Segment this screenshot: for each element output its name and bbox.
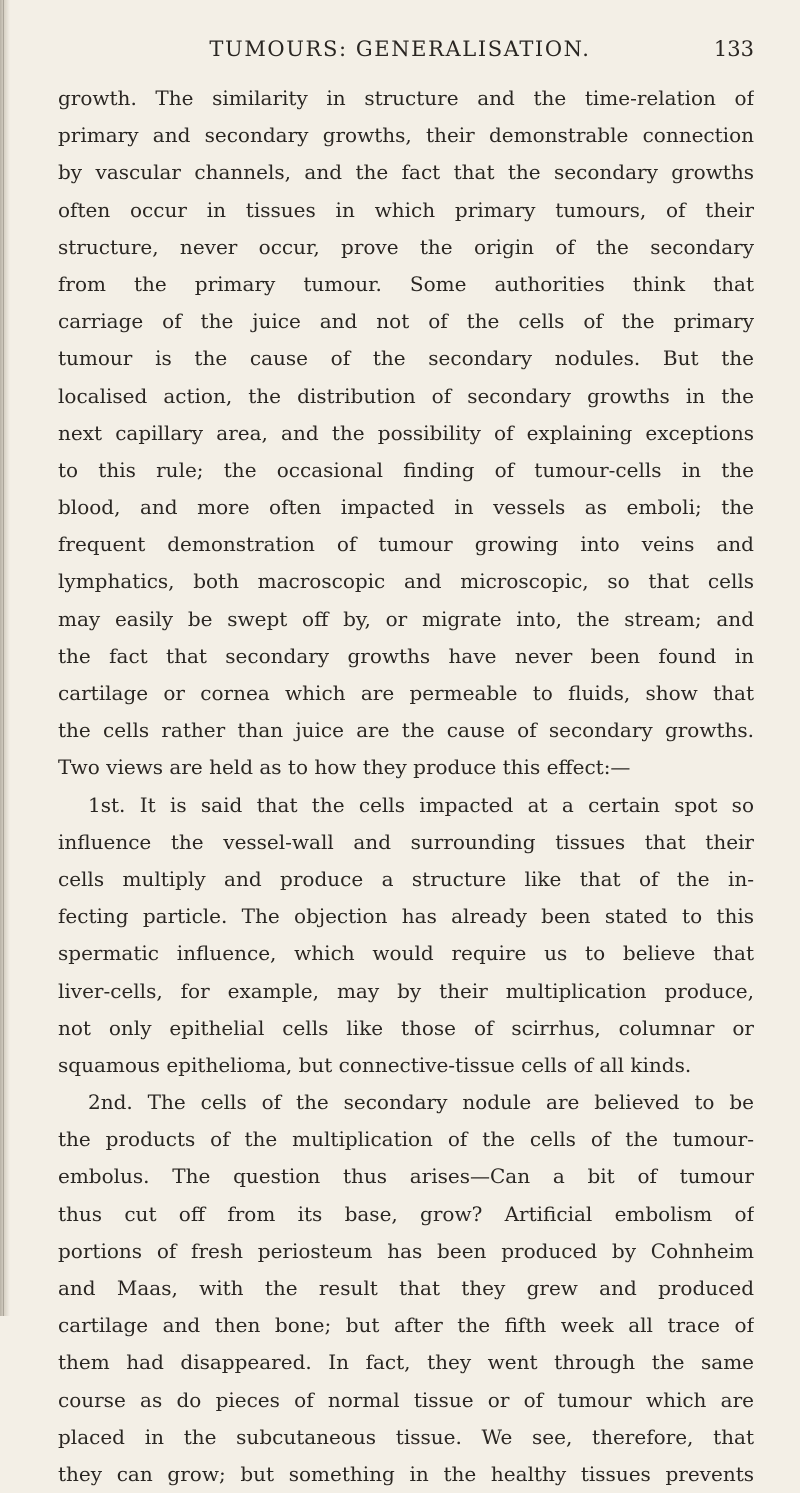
text-line: cells multiply and produce a structure like that of the in-	[58, 866, 754, 891]
text-line: may easily be swept off by, or migrate into, the stream; and	[58, 606, 754, 631]
text-line: to this rule; the occasional finding of tumour-cells in the	[58, 457, 754, 482]
text-line: portions of fresh periosteum has been produced by Cohnheim	[58, 1238, 754, 1263]
text-line: by vascular channels, and the fact that the secondary growths	[58, 160, 754, 185]
text-line: structure, never occur, prove the origin of the secondary	[58, 234, 754, 259]
text-line: liver-cells, for example, may by their multiplication produce,	[58, 978, 754, 1003]
text-line: 1st. It is said that the cells impacted at a certain spot so	[88, 792, 754, 817]
running-head	[0, 34, 800, 64]
text-line: cartilage or cornea which are permeable to fluids, show that	[58, 681, 754, 705]
text-line: tumour is the cause of the secondary nodules. But the	[58, 346, 754, 371]
text-line: fecting particle. The objection has already been stated to this	[58, 904, 754, 929]
running-title: TUMOURS: GENERALISATION.	[209, 37, 591, 61]
text-line: carriage of the juice and not of the cells of the primary	[58, 309, 754, 334]
text-line: thus cut off from its base, grow? Artificial embolism of	[58, 1201, 754, 1226]
text-line: next capillary area, and the possibility of explaining exceptions	[58, 420, 754, 445]
text-line: blood, and more often impacted in vessels as emboli; the	[58, 495, 754, 520]
text-line: embolus. The question thus arises—Can a bit of tumour	[58, 1164, 754, 1189]
text-line: not only epithelial cells like those of scirrhus, columnar or	[58, 1015, 754, 1040]
text-line: placed in the subcutaneous tissue. We see, therefore, that	[58, 1424, 754, 1449]
text-line: the cells rather than juice are the cause of secondary growths.	[58, 718, 754, 743]
text-line: localised action, the distribution of secondary growths in the	[58, 383, 754, 408]
text-line: squamous epithelioma, but connective-tissue cells of all kinds.	[58, 1052, 692, 1077]
body-text	[58, 80, 754, 1493]
text-line: they can grow; but something in the healthy tissues prevents	[58, 1461, 754, 1486]
text-line: frequent demonstration of tumour growing into veins and	[58, 532, 754, 557]
text-line: course as do pieces of normal tissue or of tumour which are	[58, 1387, 754, 1412]
text-line: primary and secondary growths, their demonstrable connection	[58, 123, 754, 148]
text-line: and Maas, with the result that they grew and produced	[58, 1276, 754, 1300]
text-line: the fact that secondary growths have never been found in	[58, 643, 754, 668]
text-line: growth. The similarity in structure and the time-relation of	[58, 86, 754, 110]
text-line: Two views are held as to how they produce this effect:—	[58, 755, 631, 780]
text-line: 2nd. The cells of the secondary nodule are believed to be	[88, 1090, 754, 1115]
text-line: from the primary tumour. Some authorities think that	[58, 271, 754, 296]
page-binding-line	[3, 0, 4, 1316]
text-line: lymphatics, both macroscopic and microscopic, so that cells	[58, 569, 754, 594]
page-number: 133	[713, 37, 754, 61]
text-line: cartilage and then bone; but after the fifth week all trace of	[58, 1313, 754, 1338]
text-line: the products of the multiplication of the cells of the tumour-	[58, 1127, 754, 1152]
page-binding-edge	[0, 0, 10, 1316]
text-line: them had disappeared. In fact, they went through the same	[58, 1350, 754, 1375]
text-line: spermatic influence, which would require us to believe that	[58, 941, 754, 966]
text-line: influence the vessel-wall and surrounding tissues that their	[58, 829, 754, 854]
text-line: often occur in tissues in which primary tumours, of their	[58, 197, 754, 222]
